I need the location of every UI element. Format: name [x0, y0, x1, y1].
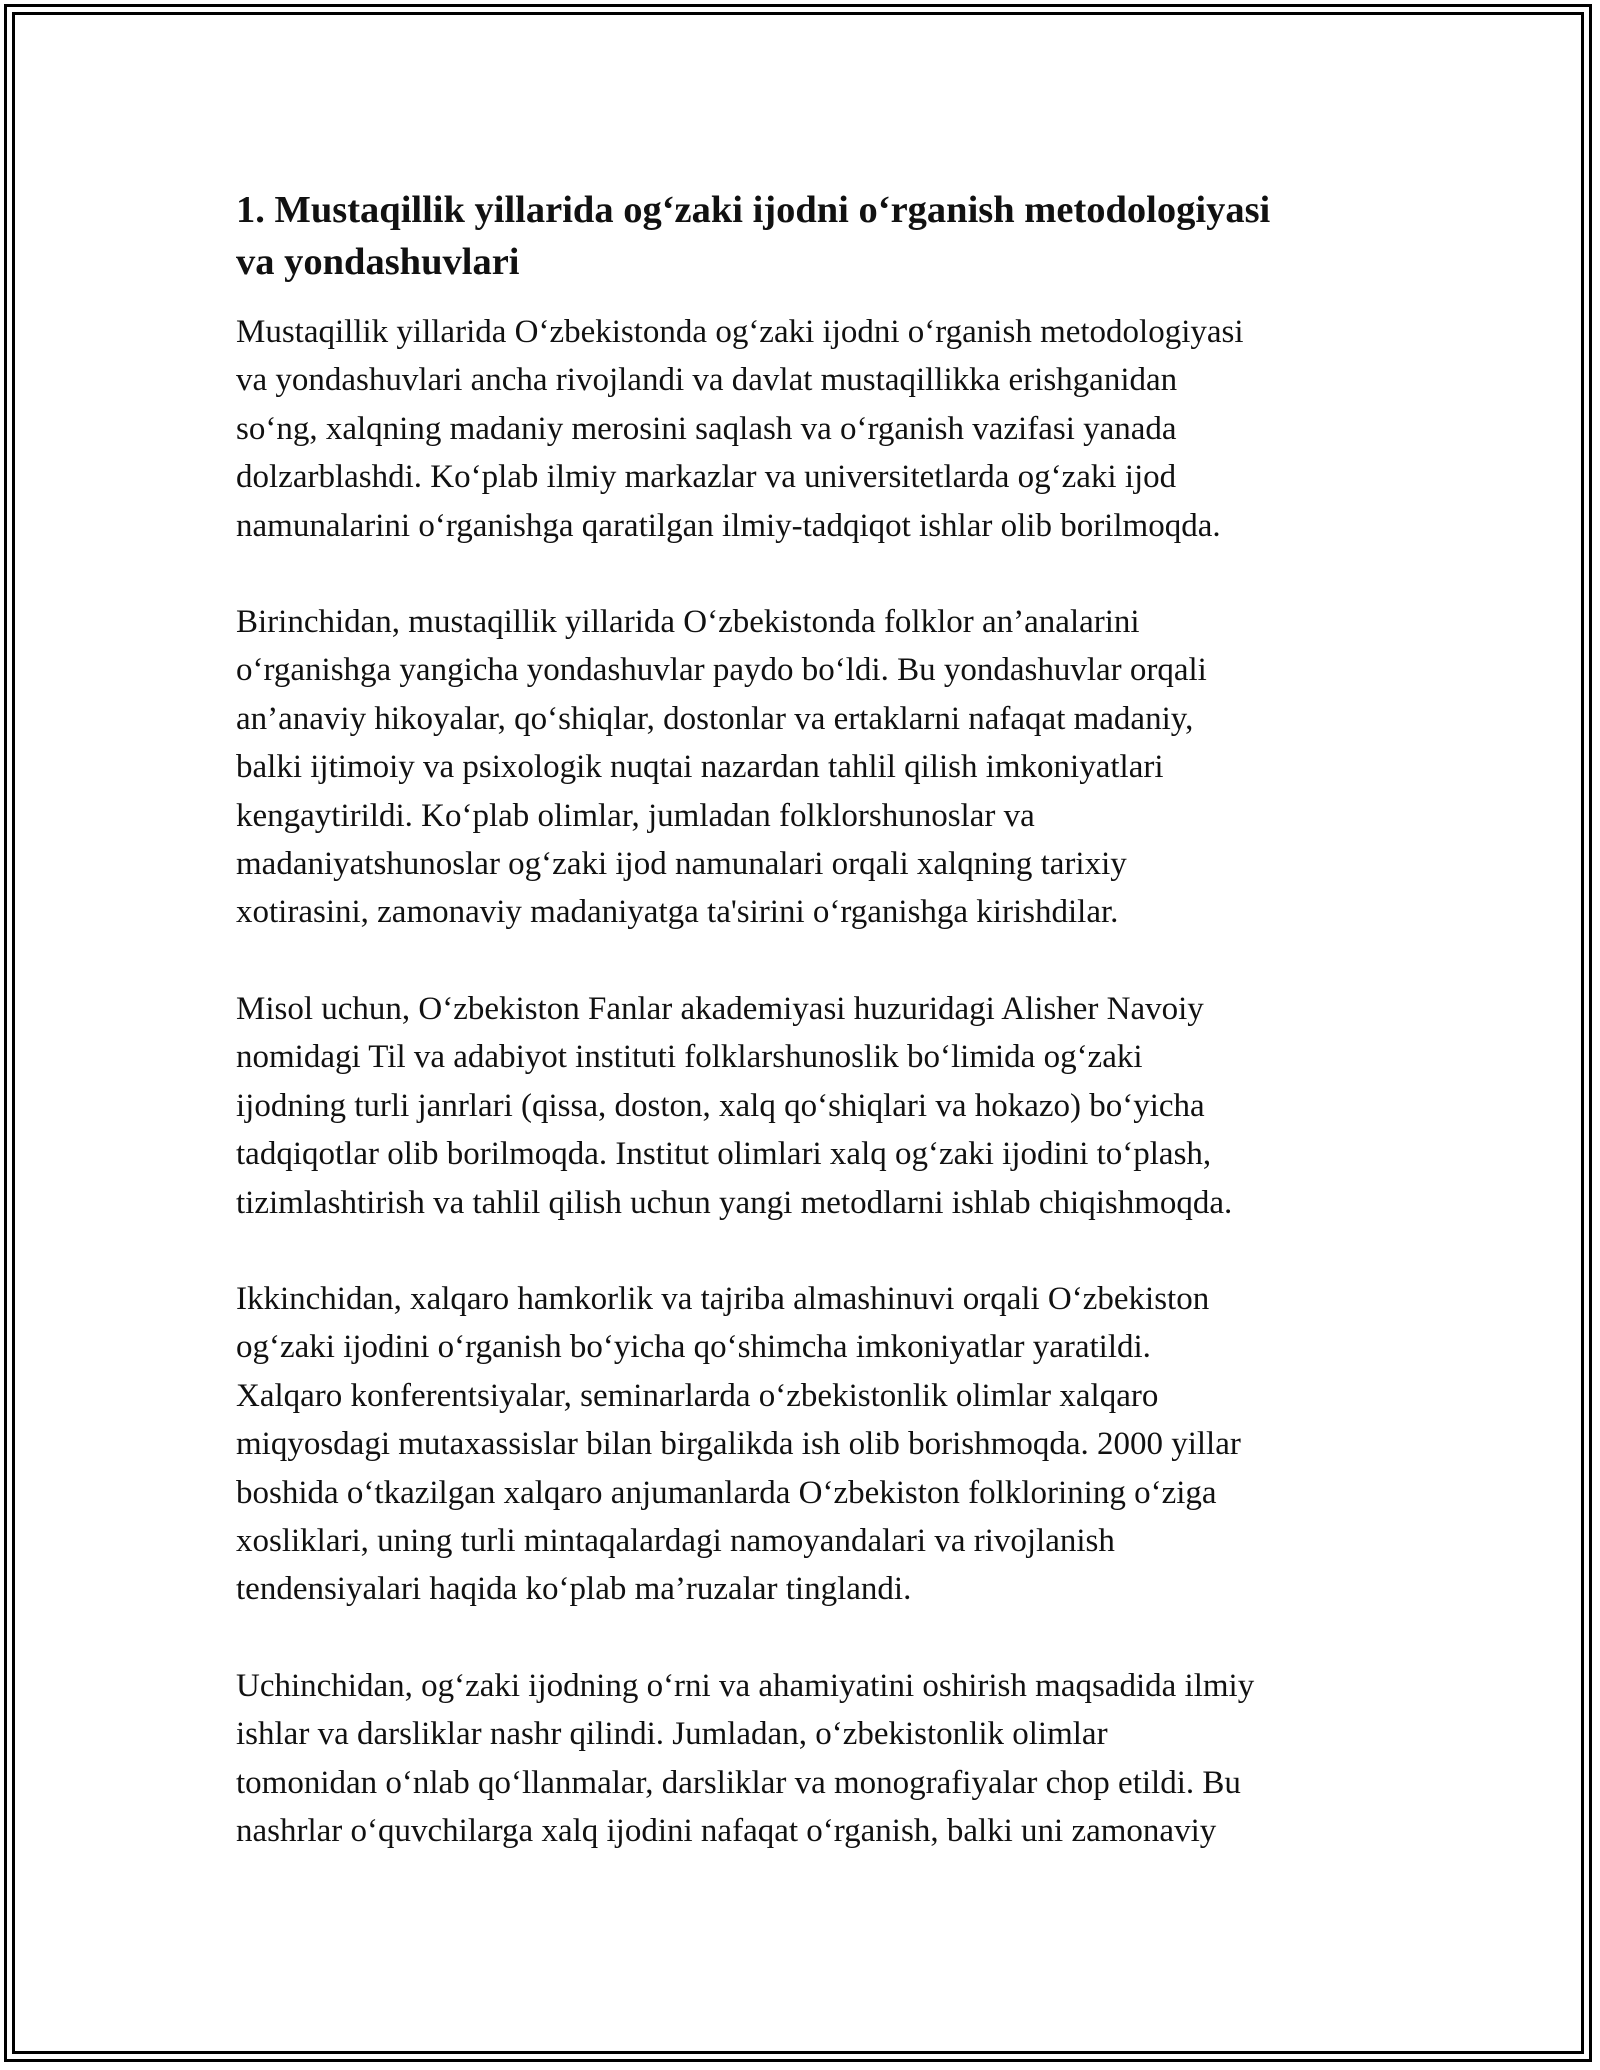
heading-line: 1. Mustaqillik yillarida og‘zaki ijodni o‘rganish metodologiyasi	[236, 189, 1271, 231]
paragraph-first	[236, 598, 1386, 937]
paragraph-third	[236, 1662, 1386, 1856]
text-line: kengaytirildi. Ko‘plab olimlar, jumladan folklorshunoslar va	[236, 797, 1035, 834]
text-line: ishlar va darsliklar nashr qilindi. Jumladan, o‘zbekistonlik olimlar	[236, 1716, 1108, 1753]
text-line: Uchinchidan, og‘zaki ijodning o‘rni va ahamiyatini oshirish maqsadida ilmiy	[236, 1667, 1255, 1704]
text-line: nomidagi Til va adabiyot instituti folklarshunoslik bo‘limida og‘zaki	[236, 1039, 1143, 1076]
text-line: boshida o‘tkazilgan xalqaro anjumanlarda O‘zbekiston folklorining o‘ziga	[236, 1474, 1217, 1511]
text-line: so‘ng, xalqning madaniy merosini saqlash va o‘rganish vazifasi yanada	[236, 410, 1177, 447]
text-line: Ikkinchidan, xalqaro hamkorlik va tajriba almashinuvi orqali O‘zbekiston	[236, 1280, 1210, 1317]
heading-line: va yondashuvlari	[236, 241, 520, 283]
text-line: Birinchidan, mustaqillik yillarida O‘zbekistonda folklor an’analarini	[236, 604, 1140, 641]
text-line: an’anaviy hikoyalar, qo‘shiqlar, dostonlar va ertaklarni nafaqat madaniy,	[236, 700, 1194, 737]
text-line: balki ijtimoiy va psixologik nuqtai nazardan tahlil qilish imkoniyatlari	[236, 749, 1164, 786]
text-line: tizimlashtirish va tahlil qilish uchun yangi metodlarni ishlab chiqishmoqda.	[236, 1184, 1233, 1221]
text-line: o‘rganishga yangicha yondashuvlar paydo bo‘ldi. Bu yondashuvlar orqali	[236, 652, 1207, 689]
text-line: xotirasini, zamonaviy madaniyatga ta'sirini o‘rganishga kirishdilar.	[236, 894, 1119, 931]
text-line: xosliklari, uning turli mintaqalardagi namoyandalari va rivojlanish	[236, 1522, 1115, 1559]
text-line: tendensiyalari haqida ko‘plab ma’ruzalar tinglandi.	[236, 1571, 912, 1608]
paragraph-example	[236, 985, 1386, 1227]
text-line: madaniyatshunoslar og‘zaki ijod namunalari orqali xalqning tarixiy	[236, 846, 1127, 883]
text-line: tomonidan o‘nlab qo‘llanmalar, darsliklar va monografiyalar chop etildi. Bu	[236, 1764, 1241, 1801]
text-line: dolzarblashdi. Ko‘plab ilmiy markazlar va universitetlarda og‘zaki ijod	[236, 459, 1177, 496]
text-line: namunalarini o‘rganishga qaratilgan ilmiy-tadqiqot ishlar olib borilmoqda.	[236, 507, 1221, 544]
text-line: tadqiqotlar olib borilmoqda. Institut olimlari xalq og‘zaki ijodini to‘plash,	[236, 1136, 1212, 1173]
text-line: Mustaqillik yillarida O‘zbekistonda og‘zaki ijodni o‘rganish metodologiyasi	[236, 314, 1244, 350]
section-heading	[236, 184, 1386, 288]
document-body	[236, 184, 1386, 1903]
text-line: nashrlar o‘quvchilarga xalq ijodini nafaqat o‘rganish, balki uni zamonaviy	[236, 1812, 1217, 1849]
paragraph-second	[236, 1275, 1386, 1614]
text-line: og‘zaki ijodini o‘rganish bo‘yicha qo‘shimcha imkoniyatlar yaratildi.	[236, 1329, 1151, 1366]
text-line: Xalqaro konferentsiyalar, seminarlarda o‘zbekistonlik olimlar xalqaro	[236, 1377, 1159, 1414]
text-line: va yondashuvlari ancha rivojlandi va davlat mustaqillikka erishganidan	[236, 362, 1178, 399]
text-line: Misol uchun, O‘zbekiston Fanlar akademiyasi huzuridagi Alisher Navoiy	[236, 990, 1204, 1027]
text-line: ijodning turli janrlari (qissa, doston, xalq qo‘shiqlari va hokazo) bo‘yicha	[236, 1087, 1205, 1124]
text-line: miqyosdagi mutaxassislar bilan birgalikda ish olib borishmoqda. 2000 yillar	[236, 1426, 1241, 1463]
paragraph-intro	[236, 308, 1386, 550]
